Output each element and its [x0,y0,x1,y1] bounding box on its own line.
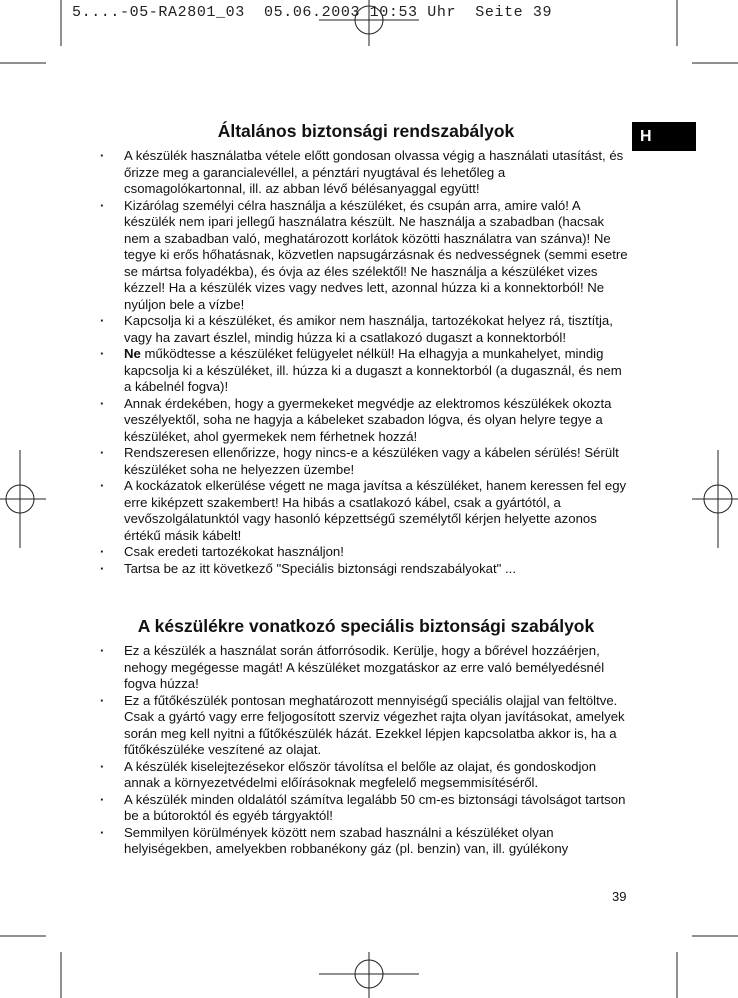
general-safety-list [100,148,630,577]
emphasis-text: Ne [124,346,141,361]
list-item [100,693,630,759]
list-item [100,759,630,792]
list-item-text: Tartsa be az itt következő "Speciális biztonsági rendszabályokat" ... [124,560,516,576]
list-item [100,643,630,693]
list-item [100,346,630,396]
list-item-text: A készülék kiselejtezésekor először távolítsa el belőle az olajat, és gondoskodjon annak a környezetvédelmi előírásoknak megfelelő megsemmisítéséről. [124,758,597,790]
list-item-text: Rendszeresen ellenőrizze, hogy nincs-e a készüléken vagy a kábelen sérülés! Sérült készüléket soha ne helyezzen üzembe! [124,445,619,477]
list-item [100,313,630,346]
page-number: 39 [612,889,627,904]
language-tab: H [632,122,696,151]
list-item [100,825,630,858]
list-item-text: A készülék minden oldalától számítva legalább 50 cm-es biztonsági távolságot tartson be a bútoroktól és egyéb tárgyaktól! [124,791,626,823]
registration-mark-left [0,450,46,548]
list-item [100,445,630,478]
list-item-text: Csak eredeti tartozékokat használjon! [124,544,344,559]
print-header: 5....-05-RA2801_03 05.06.2003 10:53 Uhr Seite 39 [72,4,553,21]
list-item-text: A készülék használatba vétele előtt gondosan olvassa végig a használati utasítást, és őrizze meg a garancialevéllel, a pénztári nyugtával és lehetőleg a csomagolókartonnal, ill. az abban lévő bélésanyaggal együtt! [124,148,624,196]
list-item [100,792,630,825]
list-item-text: Kizárólag személyi célra használja a készüléket, és csupán arra, amire való! A készülék nem ipari jellegű használatra készült. Ne használja a szabadban (hacsak nem a szabadban való, meghatározott korlátok közötti használatra van szánva)! Ne tegye ki erős hőhatásnak, közvetlen napsugárzásnak és nedvességnek (semmi esetre se mártsa folyadékba), és óvja az éles szélektől! Ne használja a készüléket vizes kézzel! Ha a készülék vizes vagy nedves lett, azonnal húzza ki a konnektorból! Ne nyúljon bele a vízbe! [124,197,628,312]
list-item-text: Kapcsolja ki a készüléket, és amikor nem használja, tartozékokat helyez rá, tisztítja, vagy ha zavart észlel, mindig húzza ki a csatlakozó dugaszt a konnektorból! [124,313,613,345]
list-item [100,148,630,198]
list-item-text: A kockázatok elkerülése végett ne maga javítsa a készüléket, hanem keressen fel egy erre kiképzett szakembert! Ha hibás a csatlakozó kábel, csak a gyártótól, a vevőszolgálatunktól vagy hasonló képzettségű személytől kérjen helyette azonos értékű másik kábelt! [124,478,627,543]
list-item [100,478,630,544]
list-item [100,198,630,314]
list-item [100,544,630,561]
registration-mark-right [692,450,738,548]
section-title-general-safety: Általános biztonsági rendszabályok [217,121,515,141]
registration-mark-top [319,0,419,46]
special-safety-list [100,643,630,858]
list-item [100,561,630,578]
list-item-text: Annak érdekében, hogy a gyermekeket megvédje az elektromos készülékek okozta veszélyektől, soha ne hagyja a kábeleket szabadon lógva, és olyan helyre tegye a készüléket, ahol gyermekek nem férhetnek hozzá! [124,395,612,444]
list-item-text: Ez a készülék a használat során átforrósodik. Kerülje, hogy a bőrével hozzáérjen, nehogy megégesse magát! A készüléket mozgatáskor az erre való bemélyedésnél fogva húzza! [124,643,605,691]
registration-mark-bottom [319,952,419,998]
list-item-text: Ez a fűtőkészülék pontosan meghatározott mennyiségű speciális olajjal van feltöltve. Csak a gyártó vagy erre feljogosított szerviz végezhet rajta olyan javításokat, amelyek során meg kell nyitni a fűtőkészülék házát. Ezekkel lépjen kapcsolatba akkor is, ha a fűtőkészüléke veszítené az olajat. [124,692,625,757]
list-item-text: működtesse a készüléket felügyelet nélkül! Ha elhagyja a munkahelyet, mindig kapcsolja ki a készüléket, ill. húzza ki a dugaszt a konnektorból (a dugasznál, és nem a kábelnél fogva)! [124,346,622,394]
list-item-text: Semmilyen körülmények között nem szabad használni a készüléket olyan helyiségekben, amelyekben robbanékony gáz (pl. benzin) van, ill. gyúlékony [124,824,569,856]
list-item [100,396,630,446]
section-title-special-safety: A készülékre vonatkozó speciális biztonsági szabályok [137,616,595,636]
